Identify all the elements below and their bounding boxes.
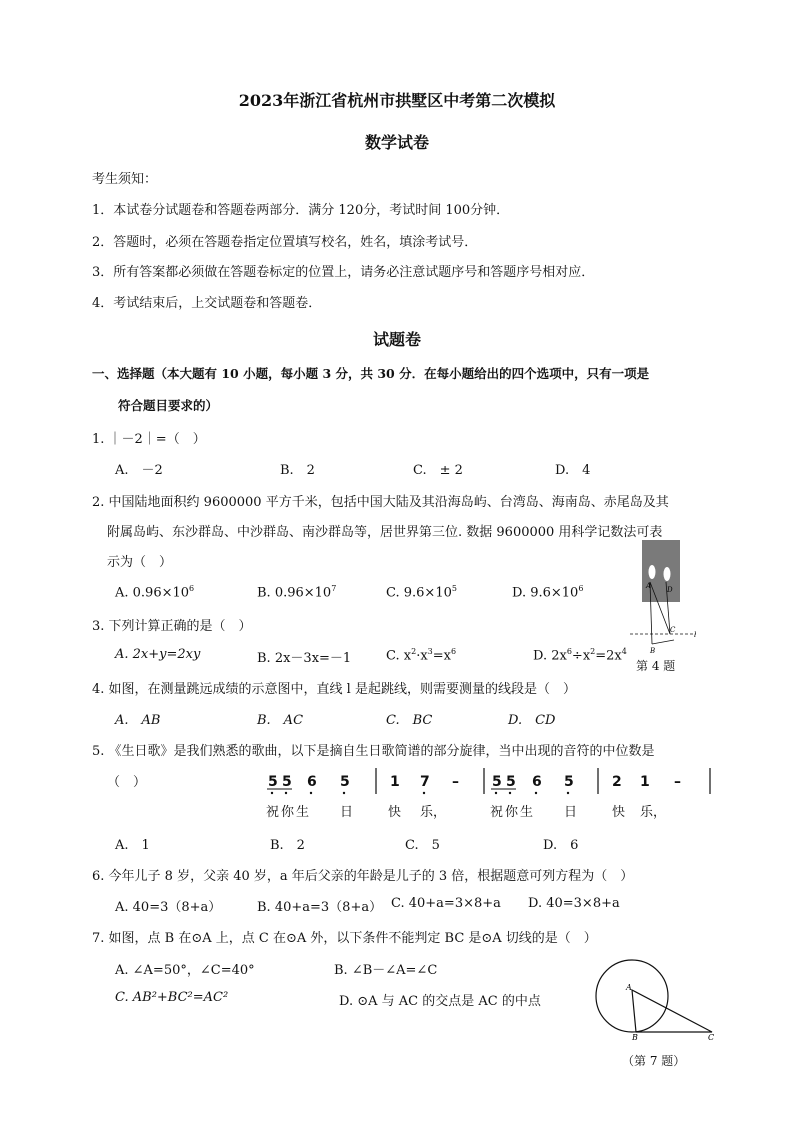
q5-option-a: A. 1 <box>115 838 150 853</box>
q3-option-c: C. $x^2\cdot x^3=x^6$ <box>386 647 457 664</box>
q1-stem: 1. ｜－2｜=（ ） <box>92 432 206 447</box>
fig4-label-c: C <box>670 626 676 634</box>
lyric: 乐， <box>420 805 447 820</box>
q5-option-c: C. 5 <box>405 838 440 853</box>
fig4-label-a: A <box>646 582 652 590</box>
q1-option-a: A. －2 <box>115 463 163 478</box>
sand-pit <box>642 540 680 602</box>
q3-option-a: A. 2x+y=2xy <box>115 647 201 662</box>
part1-heading-line1: 一、选择题（本大题有 10 小题，每小题 3 分，共 30 分．在每小题给出的四个选项中，只有一项是 <box>92 366 650 381</box>
q3-option-b: B. 2x－3x=－1 <box>257 651 352 666</box>
q6-option-b: B. 40+a=3（8+a） <box>257 900 383 915</box>
triangle-abc <box>632 990 712 1032</box>
note: 5 <box>268 774 278 790</box>
lyric: 快 <box>612 805 626 820</box>
low-dot <box>343 792 345 794</box>
q1-option-b: B. 2 <box>280 463 315 478</box>
fig7-label-c: C <box>708 1033 715 1042</box>
fig4-label-d: D <box>667 586 673 594</box>
page-subtitle: 数学试卷 <box>364 133 429 152</box>
low-dot <box>495 792 497 794</box>
note: 5 <box>340 774 350 790</box>
section-title: 试题卷 <box>372 330 421 349</box>
q7-option-c: C. AB²+BC²=AC² <box>115 990 229 1005</box>
q7-option-b: B. ∠B－∠A=∠C <box>334 963 438 978</box>
music-score <box>262 760 718 822</box>
lyric: 日 <box>564 805 578 820</box>
note: 2 <box>612 774 622 790</box>
q6-option-d: D. 40=3×8+a <box>528 896 620 911</box>
lyric: 日 <box>340 805 354 820</box>
q6-option-a: A. 40=3（8+a） <box>115 900 222 915</box>
q2-line2: 附属岛屿、东沙群岛、中沙群岛、南沙群岛等，居世界第三位. 数据 9600000 用科学记数法可表 <box>107 525 663 540</box>
figure-7-circle-tangent <box>590 950 720 1042</box>
q5-option-b: B. 2 <box>270 838 305 853</box>
q4-option-d: D. CD <box>508 713 556 728</box>
note: – <box>452 774 459 790</box>
notice-heading: 考生须知： <box>92 172 158 187</box>
q3-stem: 3. 下列计算正确的是（ ） <box>92 619 252 634</box>
note: 1 <box>640 774 650 790</box>
page-title: 2023年浙江省杭州市拱墅区中考第二次模拟 <box>238 91 556 110</box>
note: 5 <box>564 774 574 790</box>
note: – <box>674 774 681 790</box>
low-dot <box>271 792 273 794</box>
low-dot <box>567 792 569 794</box>
fig7-label-b: B <box>632 1033 638 1042</box>
q7-option-d: D. ⊙A 与 AC 的交点是 AC 的中点 <box>339 994 541 1009</box>
q7-stem: 7. 如图，点 B 在⊙A 上，点 C 在⊙A 外，以下条件不能判定 BC 是⊙A 切线的是（ ） <box>92 931 597 946</box>
q2-line1: 2. 中国陆地面积约 9600000 平方千米，包括中国大陆及其沿海岛屿、台湾岛、海南岛、赤尾岛及其 <box>92 495 669 510</box>
q3-option-d: D. $2x^6\div x^2=2x^4$ <box>533 647 627 664</box>
low-dot <box>535 792 537 794</box>
q7-option-a: A. ∠A=50°，∠C=40° <box>115 963 255 978</box>
note: 6 <box>532 774 542 790</box>
footprint-left <box>649 565 656 579</box>
lyric: 快 <box>388 805 402 820</box>
low-dot <box>285 792 287 794</box>
q2-line3: 示为（ ） <box>107 555 173 570</box>
segment-bc <box>652 640 674 644</box>
q5-line1: 5. 《生日歌》是我们熟悉的歌曲，以下是摘自生日歌简谱的部分旋律，当中出现的音符的中位数是 <box>92 744 655 759</box>
notice-item-1: 1．本试卷分试题卷和答题卷两部分．满分 120分，考试时间 100分钟． <box>92 203 510 218</box>
fig7-label-a: A <box>626 983 632 992</box>
lyric: 祝你生 <box>266 805 312 820</box>
footprint-right <box>664 567 671 581</box>
note: 7 <box>420 774 430 790</box>
q2-option-a: A. $0.96\times 10^6$ <box>115 584 195 601</box>
notice-item-2: 2．答题时，必须在答题卷指定位置填写校名，姓名，填涂考试号． <box>92 235 478 250</box>
figure-4-long-jump <box>626 540 706 658</box>
q4-option-b: B. AC <box>257 713 304 728</box>
note: 6 <box>307 774 317 790</box>
figure-4-caption: 第 4 题 <box>636 659 676 673</box>
q5-paren: （ ） <box>107 775 147 790</box>
q2-option-c: C. $9.6\times 10^5$ <box>386 584 457 601</box>
note: 5 <box>282 774 292 790</box>
low-dot <box>509 792 511 794</box>
notice-item-4: 4．考试结束后，上交试题卷和答题卷． <box>92 296 322 311</box>
q2-option-d: D. $9.6\times 10^6$ <box>512 584 584 601</box>
fig4-label-b: B <box>650 647 656 655</box>
low-dot <box>310 792 312 794</box>
note: 1 <box>390 774 400 790</box>
q5-option-d: D. 6 <box>543 838 579 853</box>
q2-option-b: B. $0.96\times 10^7$ <box>257 584 337 601</box>
q6-stem: 6. 今年儿子 8 岁，父亲 40 岁，a 年后父亲的年龄是儿子的 3 倍，根据题意可列方程为（ ） <box>92 869 634 884</box>
q4-option-c: C. BC <box>386 713 433 728</box>
note: 5 <box>506 774 516 790</box>
q1-option-d: D. 4 <box>555 463 591 478</box>
q4-option-a: A. AB <box>115 713 161 728</box>
lyric: 乐， <box>640 805 667 820</box>
note: 5 <box>492 774 502 790</box>
q4-stem: 4. 如图，在测量跳远成绩的示意图中，直线 l 是起跳线，则需要测量的线段是（ ） <box>92 682 576 697</box>
q1-option-c: C. ± 2 <box>413 463 463 478</box>
lyric: 祝你生 <box>490 805 536 820</box>
part1-heading-line2: 符合题目要求的） <box>118 398 219 413</box>
q6-option-c: C. 40+a=3×8+a <box>391 896 501 911</box>
notice-item-3: 3．所有答案都必须做在答题卷标定的位置上，请务必注意试题序号和答题序号相对应． <box>92 265 595 280</box>
low-dot <box>423 792 425 794</box>
fig4-label-l: l <box>694 631 697 639</box>
figure-7-caption: （第 7 题） <box>622 1054 686 1068</box>
